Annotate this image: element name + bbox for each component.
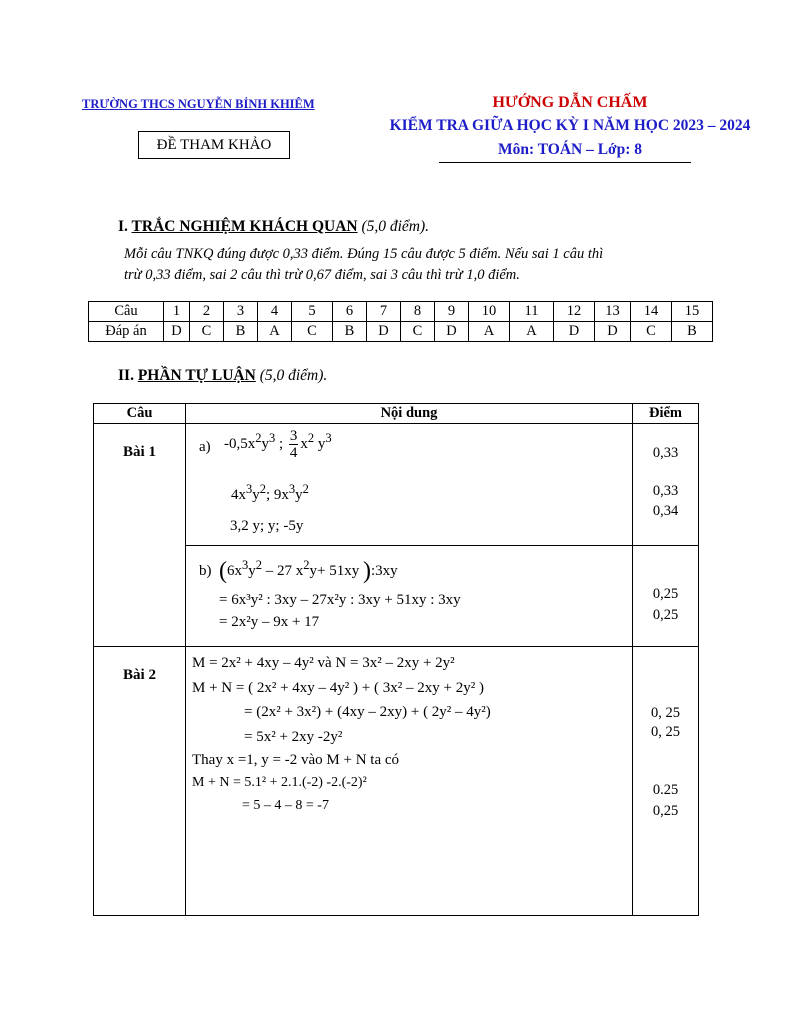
answer-letter: D bbox=[554, 322, 595, 342]
bai2-content bbox=[186, 647, 633, 916]
score: 0,33 bbox=[652, 445, 679, 461]
bai1-b-content bbox=[186, 546, 633, 647]
note-line-2: trừ 0,33 điểm, sai 2 câu thì trừ 0,67 điểm, sai 3 câu thì trừ 1,0 điểm. bbox=[124, 267, 520, 283]
section2-title: PHẦN TỰ LUẬN bbox=[137, 367, 256, 384]
bai2-line5: Thay x =1, y = -2 vào M + N ta có bbox=[192, 752, 400, 768]
bai1-b-label: b) bbox=[199, 563, 212, 579]
answer-key-question-row bbox=[89, 302, 713, 322]
answer-letter: C bbox=[292, 322, 333, 342]
section1-note bbox=[124, 244, 704, 286]
section2-points: (5,0 điểm). bbox=[259, 367, 328, 384]
school-name: TRƯỜNG THCS NGUYỄN BỈNH KHIÊM bbox=[82, 97, 315, 111]
score: 0,33 bbox=[652, 483, 679, 499]
question-number: 2 bbox=[190, 302, 224, 322]
score: 0,25 bbox=[652, 803, 679, 819]
section1-points: (5,0 điểm). bbox=[361, 218, 430, 235]
answer-letter: C bbox=[401, 322, 435, 342]
score: 0,25 bbox=[652, 586, 679, 602]
bai2-line4: = 5x² + 2xy -2y² bbox=[244, 729, 343, 745]
answer-letter: B bbox=[333, 322, 367, 342]
section1-heading bbox=[118, 218, 429, 236]
bai2-scores bbox=[633, 647, 699, 916]
bai2-label: Bài 2 bbox=[123, 667, 156, 683]
bai1-part-a-row bbox=[94, 424, 699, 546]
bai2-line3: = (2x² + 3x²) + (4xy – 2xy) + ( 2y² – 4y²) bbox=[244, 704, 491, 720]
col-header-cau: Câu bbox=[94, 404, 186, 424]
section1-prefix: I. bbox=[118, 218, 128, 235]
bai1-b-line1: b) ($6x^3y^2 - 27$ $x^2y+ 51xy$ ):3xy bbox=[199, 558, 398, 584]
answer-letter: A bbox=[258, 322, 292, 342]
question-number: 10 bbox=[469, 302, 510, 322]
answer-letter: A bbox=[510, 322, 554, 342]
question-number: 9 bbox=[435, 302, 469, 322]
bai2-line7: = 5 – 4 – 8 = -7 bbox=[242, 798, 329, 813]
guide-title: HƯỚNG DẪN CHẤM bbox=[492, 94, 648, 111]
section1-title: TRẮC NGHIỆM KHÁCH QUAN bbox=[131, 218, 358, 235]
score: 0, 25 bbox=[651, 724, 680, 740]
question-number: 4 bbox=[258, 302, 292, 322]
score: 0.25 bbox=[652, 782, 679, 798]
bai1-a-label: a) bbox=[199, 439, 211, 455]
answer-letter: D bbox=[367, 322, 401, 342]
question-number: 14 bbox=[631, 302, 672, 322]
header-divider bbox=[439, 162, 691, 163]
question-number: 12 bbox=[554, 302, 595, 322]
question-number: 13 bbox=[595, 302, 631, 322]
draft-label: ĐỀ THAM KHẢO bbox=[156, 136, 272, 153]
essay-table-header bbox=[94, 404, 699, 424]
bai1-a-sep2: ; bbox=[266, 487, 271, 503]
fraction-denominator: 4 bbox=[289, 445, 298, 461]
answer-letter: B bbox=[672, 322, 713, 342]
bai1-a-line1: $-0,5x^2y^3$ ; $\frac{3}{4}$ $x^2$ $y^3$ bbox=[224, 428, 332, 461]
answer-key-answer-row bbox=[89, 322, 713, 342]
score: 0,25 bbox=[652, 607, 679, 623]
answer-letter: C bbox=[190, 322, 224, 342]
question-number: 15 bbox=[672, 302, 713, 322]
answer-key-row1-label: Câu bbox=[89, 302, 164, 322]
bai1-a-term1: -0,5x bbox=[224, 435, 256, 452]
bai1-label-cell bbox=[94, 424, 186, 647]
bai1-a-line3: 3,2 y; y; -5y bbox=[230, 518, 304, 534]
note-line-1: Mỗi câu TNKQ đúng được 0,33 điểm. Đúng 15 câu được 5 điểm. Nếu sai 1 câu thì bbox=[124, 246, 604, 262]
answer-letter: D bbox=[595, 322, 631, 342]
bai2-line2: M + N = ( 2x² + 4xy – 4y² ) + ( 3x² – 2xy + 2y² ) bbox=[192, 680, 484, 696]
essay-grading-table bbox=[93, 403, 699, 916]
bai2-label-cell bbox=[94, 647, 186, 916]
draft-label-box bbox=[138, 131, 290, 159]
bai1-a-sep1: ; bbox=[279, 435, 284, 452]
bai2-row bbox=[94, 647, 699, 916]
question-number: 1 bbox=[164, 302, 190, 322]
subject-line: Môn: TOÁN – Lớp: 8 bbox=[497, 141, 643, 158]
bai1-a-fraction bbox=[289, 428, 299, 461]
exam-title: KIỂM TRA GIỮA HỌC KỲ I NĂM HỌC 2023 – 2024 bbox=[389, 117, 751, 134]
bai1-b-line3: = 2x²y – 9x + 17 bbox=[219, 614, 320, 630]
bai1-b-line2: = 6x³y² : 3xy – 27x²y : 3xy + 51xy : 3xy bbox=[219, 592, 461, 608]
question-number: 6 bbox=[333, 302, 367, 322]
answer-letter: A bbox=[469, 322, 510, 342]
question-number: 8 bbox=[401, 302, 435, 322]
answer-key-table bbox=[88, 301, 713, 342]
fraction-numerator: 3 bbox=[289, 428, 298, 444]
question-number: 3 bbox=[224, 302, 258, 322]
question-number: 5 bbox=[292, 302, 333, 322]
answer-key-row2-label: Đáp án bbox=[89, 322, 164, 342]
answer-letter: C bbox=[631, 322, 672, 342]
bai1-a-line2: $4x^3y^2$; $9x^3y^2$ bbox=[231, 482, 309, 503]
bai2-line6: M + N = 5.1² + 2.1.(-2) -2.(-2)² bbox=[192, 775, 367, 790]
bai1-a-content bbox=[186, 424, 633, 546]
bai1-label: Bài 1 bbox=[123, 444, 156, 460]
col-header-noidung: Nội dung bbox=[186, 404, 633, 424]
answer-letter: B bbox=[224, 322, 258, 342]
bai1-a-scores bbox=[633, 424, 699, 546]
question-number: 11 bbox=[510, 302, 554, 322]
answer-letter: D bbox=[435, 322, 469, 342]
question-number: 7 bbox=[367, 302, 401, 322]
section2-heading bbox=[118, 367, 327, 385]
bai1-b-scores bbox=[633, 546, 699, 647]
section2-prefix: II. bbox=[118, 367, 134, 384]
score: 0,34 bbox=[652, 503, 679, 519]
score: 0, 25 bbox=[651, 705, 680, 721]
bai2-line1: M = 2x² + 4xy – 4y² và N = 3x² – 2xy + 2y² bbox=[192, 655, 455, 671]
col-header-diem: Điểm bbox=[633, 404, 699, 424]
answer-letter: D bbox=[164, 322, 190, 342]
